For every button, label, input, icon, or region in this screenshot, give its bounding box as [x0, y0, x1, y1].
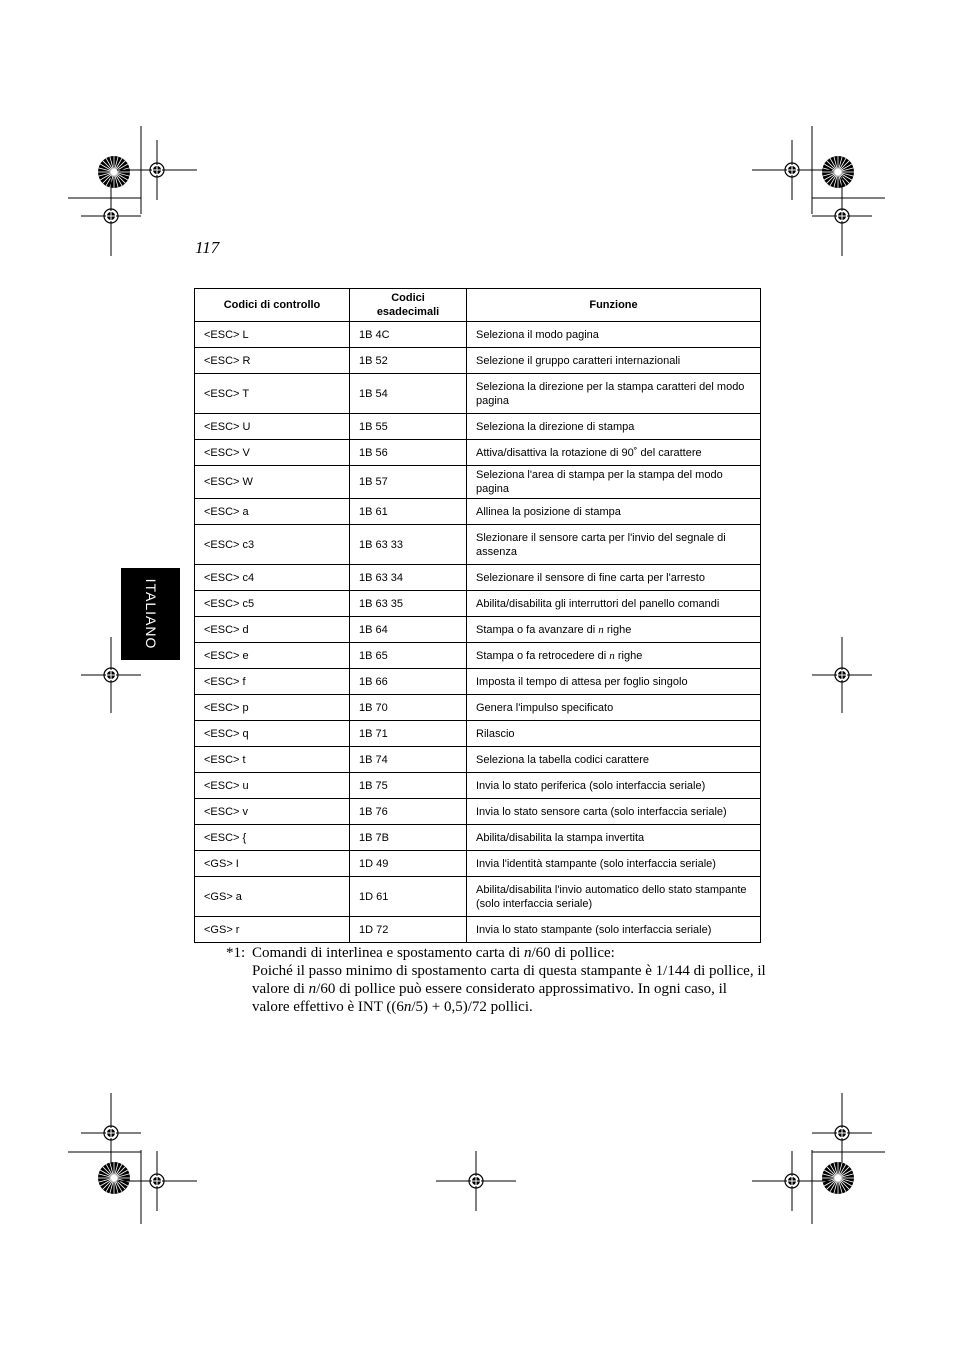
- table-row: [195, 721, 761, 747]
- function-cell: Invia lo stato stampante (solo interfaccia seriale): [467, 917, 761, 943]
- hex-code-cell: 1D 49: [350, 851, 467, 877]
- function-cell: Abilita/disabilita la stampa invertita: [467, 825, 761, 851]
- control-code-cell: <ESC> v: [195, 799, 350, 825]
- control-code-cell: <ESC> f: [195, 669, 350, 695]
- table-body: [195, 322, 761, 943]
- footnote-body-text: Poiché il passo minimo di spostamento carta di questa stampante è 1/144 di pollice, il valore di: [252, 963, 766, 997]
- control-code-cell: <GS> r: [195, 917, 350, 943]
- function-cell: Seleziona il modo pagina: [467, 322, 761, 348]
- function-cell: Seleziona la direzione per la stampa caratteri del modo pagina: [467, 374, 761, 414]
- function-cell: Genera l'impulso specificato: [467, 695, 761, 721]
- table-row: [195, 525, 761, 565]
- footnote-body-text: /60 di pollice può essere considerato approssimativo. In ogni caso, il valore effettivo è INT ((6: [252, 981, 727, 1015]
- table-row: [195, 917, 761, 943]
- hex-code-cell: 1B 65: [350, 643, 467, 669]
- function-cell: Invia lo stato periferica (solo interfaccia seriale): [467, 773, 761, 799]
- hex-code-cell: 1B 52: [350, 348, 467, 374]
- table-row: [195, 825, 761, 851]
- control-code-cell: <ESC> d: [195, 617, 350, 643]
- hex-code-cell: 1B 64: [350, 617, 467, 643]
- header-function: Funzione: [467, 289, 761, 322]
- control-code-cell: <ESC> e: [195, 643, 350, 669]
- function-cell: Selezionare il sensore di fine carta per l'arresto: [467, 565, 761, 591]
- variable-n: n: [609, 649, 615, 662]
- function-cell: Selezione il gruppo caratteri internazionali: [467, 348, 761, 374]
- table-row: [195, 669, 761, 695]
- hex-code-cell: 1B 54: [350, 374, 467, 414]
- hex-code-cell: 1B 71: [350, 721, 467, 747]
- function-cell: [467, 617, 761, 643]
- table-row: [195, 322, 761, 348]
- table-row: [195, 877, 761, 917]
- function-text: righe: [614, 649, 643, 662]
- control-code-cell: <ESC> c5: [195, 591, 350, 617]
- function-text: righe: [603, 623, 632, 636]
- table-row: [195, 348, 761, 374]
- table-row: [195, 591, 761, 617]
- language-side-tab-label: ITALIANO: [142, 578, 159, 650]
- hex-code-cell: 1B 75: [350, 773, 467, 799]
- table-header-row: [195, 289, 761, 322]
- table-row: [195, 695, 761, 721]
- table-row: [195, 466, 761, 499]
- control-code-cell: <GS> a: [195, 877, 350, 917]
- hex-code-cell: 1B 7B: [350, 825, 467, 851]
- hex-code-cell: 1B 63 34: [350, 565, 467, 591]
- table-row: [195, 799, 761, 825]
- footnote-heading-var: n: [524, 945, 532, 961]
- hex-code-cell: 1B 63 35: [350, 591, 467, 617]
- footnote-heading: [252, 944, 615, 962]
- control-code-cell: <ESC> L: [195, 322, 350, 348]
- hex-code-cell: 1B 66: [350, 669, 467, 695]
- control-code-cell: <ESC> V: [195, 440, 350, 466]
- control-code-cell: <ESC> u: [195, 773, 350, 799]
- control-code-cell: <ESC> W: [195, 466, 350, 499]
- function-text: Stampa o fa retrocedere di: [476, 649, 610, 662]
- footnote-body-var: n: [403, 999, 412, 1015]
- hex-code-cell: 1B 74: [350, 747, 467, 773]
- function-cell: Allinea la posizione di stampa: [467, 499, 761, 525]
- hex-code-cell: 1B 61: [350, 499, 467, 525]
- function-cell: Abilita/disabilita gli interruttori del panello comandi: [467, 591, 761, 617]
- control-code-cell: <ESC> U: [195, 414, 350, 440]
- hex-code-cell: 1B 56: [350, 440, 467, 466]
- function-cell: Invia lo stato sensore carta (solo interfaccia seriale): [467, 799, 761, 825]
- hex-code-cell: 1B 70: [350, 695, 467, 721]
- control-code-cell: <GS> I: [195, 851, 350, 877]
- hex-code-cell: 1D 61: [350, 877, 467, 917]
- function-text: Stampa o fa avanzare di: [476, 623, 599, 636]
- footnote-body-var: n: [308, 981, 317, 997]
- table-row: [195, 414, 761, 440]
- table-row: [195, 747, 761, 773]
- footnote-body-text: /5) + 0,5)/72 pollici.: [411, 999, 533, 1015]
- function-cell: Attiva/disattiva la rotazione di 90˚ del carattere: [467, 440, 761, 466]
- hex-code-cell: 1B 55: [350, 414, 467, 440]
- function-cell: Invia l'identità stampante (solo interfaccia seriale): [467, 851, 761, 877]
- table-row: [195, 773, 761, 799]
- control-code-cell: <ESC> T: [195, 374, 350, 414]
- hex-code-cell: 1D 72: [350, 917, 467, 943]
- hex-code-cell: 1B 4C: [350, 322, 467, 348]
- function-cell: [467, 643, 761, 669]
- function-cell: Slezionare il sensore carta per l'invio del segnale di assenza: [467, 525, 761, 565]
- language-side-tab: [121, 568, 180, 660]
- function-cell: Rilascio: [467, 721, 761, 747]
- page-number: 117: [195, 238, 220, 257]
- hex-code-cell: 1B 63 33: [350, 525, 467, 565]
- control-code-cell: <ESC> c4: [195, 565, 350, 591]
- footnote-heading-text: Comandi di interlinea e spostamento carta di: [252, 945, 525, 961]
- table-row: [195, 565, 761, 591]
- function-cell: Seleziona la direzione di stampa: [467, 414, 761, 440]
- table-row: [195, 851, 761, 877]
- table-row: [195, 643, 761, 669]
- control-code-cell: <ESC> R: [195, 348, 350, 374]
- table-row: [195, 617, 761, 643]
- control-code-cell: <ESC> q: [195, 721, 350, 747]
- control-codes-table: [194, 288, 761, 943]
- control-code-cell: <ESC> a: [195, 499, 350, 525]
- control-code-cell: <ESC> c3: [195, 525, 350, 565]
- control-code-cell: <ESC> t: [195, 747, 350, 773]
- footnote-body: [226, 962, 766, 1016]
- header-control-codes: Codici di controllo: [195, 289, 350, 322]
- footnote: [226, 944, 766, 1016]
- function-cell: Abilita/disabilita l'invio automatico dello stato stampante (solo interfaccia seriale): [467, 877, 761, 917]
- hex-code-cell: 1B 57: [350, 466, 467, 499]
- function-cell: Seleziona la tabella codici carattere: [467, 747, 761, 773]
- table-row: [195, 440, 761, 466]
- table-row: [195, 374, 761, 414]
- function-cell: Seleziona l'area di stampa per la stampa del modo pagina: [467, 466, 761, 499]
- footnote-marker: *1:: [226, 945, 246, 961]
- variable-n: n: [598, 623, 604, 636]
- header-hex-codes: Codici esadecimali: [350, 289, 467, 322]
- footnote-heading-text: /60 di pollice:: [531, 945, 615, 961]
- control-code-cell: <ESC> {: [195, 825, 350, 851]
- hex-code-cell: 1B 76: [350, 799, 467, 825]
- control-code-cell: <ESC> p: [195, 695, 350, 721]
- table-row: [195, 499, 761, 525]
- function-cell: Imposta il tempo di attesa per foglio singolo: [467, 669, 761, 695]
